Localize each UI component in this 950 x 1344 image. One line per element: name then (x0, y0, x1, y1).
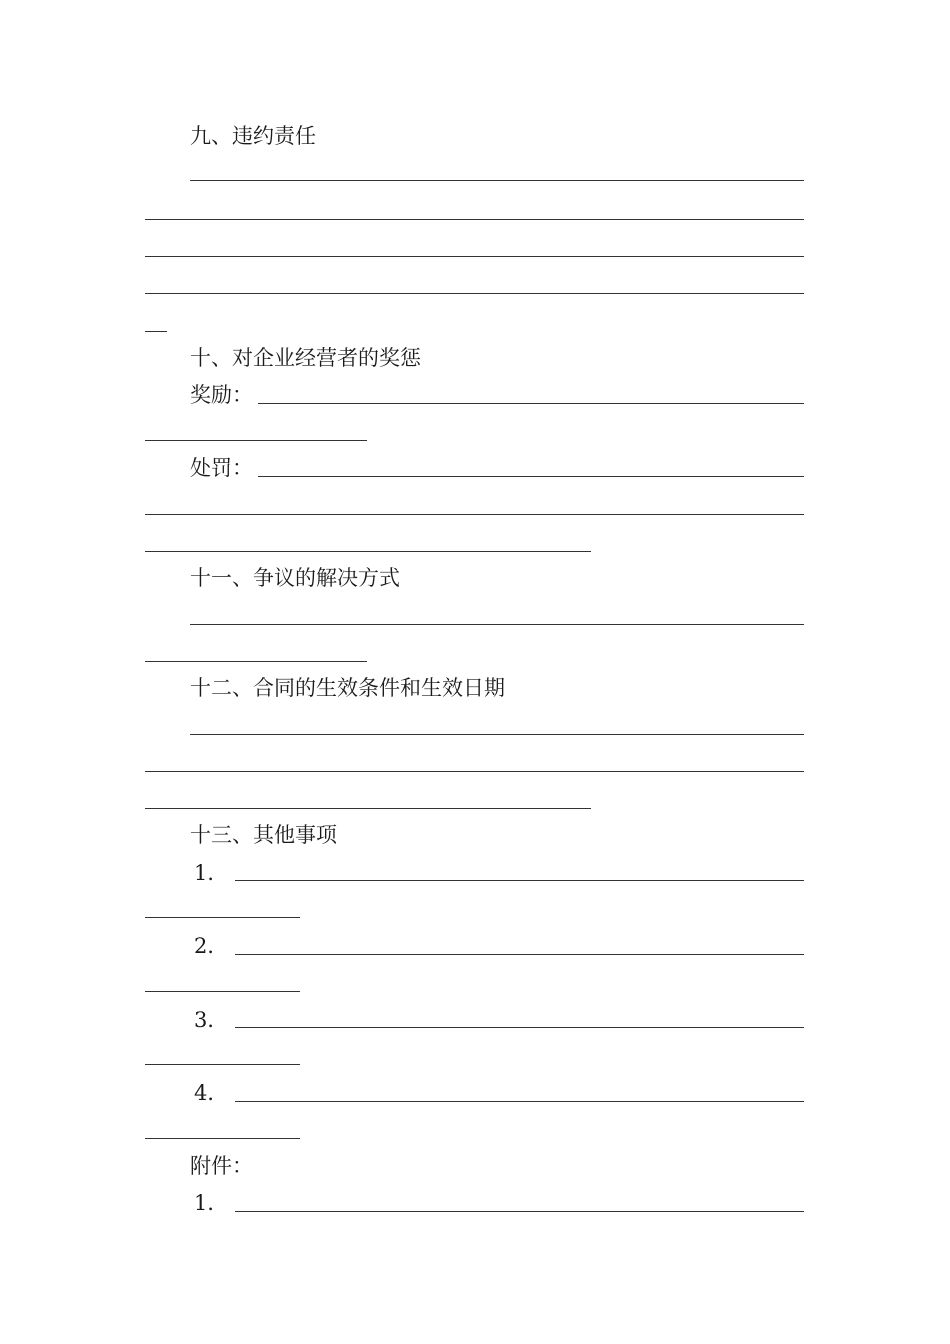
item-number: 1． (194, 861, 229, 885)
blank-line (235, 1211, 804, 1212)
blank-line (145, 1138, 300, 1139)
blank-line (235, 954, 804, 955)
section-11-title: 十一、争议的解决方式 (190, 566, 400, 590)
blank-line (145, 991, 300, 992)
blank-line (145, 331, 167, 332)
blank-line (145, 808, 591, 809)
item-number: 2． (194, 934, 229, 958)
blank-line (190, 734, 804, 735)
section-9-title: 九、违约责任 (190, 124, 316, 148)
blank-line (190, 624, 804, 625)
blank-line (145, 440, 367, 441)
attachment-item-number: 1． (194, 1191, 229, 1215)
blank-line (145, 514, 804, 515)
item-number: 3． (194, 1008, 229, 1032)
blank-line (235, 1101, 804, 1102)
item-number: 4． (194, 1081, 229, 1105)
blank-line (145, 1064, 300, 1065)
blank-line (258, 403, 804, 404)
blank-line (190, 180, 804, 181)
section-13-title: 十三、其他事项 (190, 823, 337, 847)
blank-line (145, 917, 300, 918)
section-10-title: 十、对企业经营者的奖惩 (190, 346, 421, 370)
blank-line (235, 1027, 804, 1028)
blank-line (145, 771, 804, 772)
attachments-label: 附件： (190, 1154, 253, 1178)
blank-line (145, 219, 804, 220)
blank-line (145, 551, 591, 552)
section-12-title: 十二、合同的生效条件和生效日期 (190, 676, 505, 700)
blank-line (235, 880, 804, 881)
blank-line (145, 256, 804, 257)
blank-line (258, 476, 804, 477)
blank-line (145, 293, 804, 294)
penalty-label: 处罚： (190, 456, 253, 480)
blank-line (145, 661, 367, 662)
reward-label: 奖励： (190, 383, 253, 407)
